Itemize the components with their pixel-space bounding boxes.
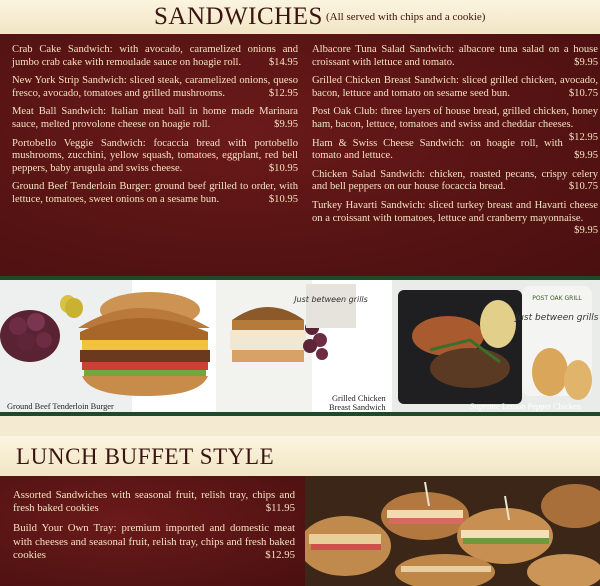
- menu-item-price: $9.95: [574, 150, 598, 162]
- sandwich-column-left: [12, 44, 298, 213]
- buffet-item-price: $12.95: [265, 548, 295, 561]
- menu-item-price: $10.75: [568, 87, 598, 99]
- menu-item-price: $9.95: [274, 118, 298, 130]
- menu-item: [312, 44, 598, 69]
- caption-burger: Ground Beef Tenderloin Burger: [7, 402, 114, 411]
- buffet-items: [13, 489, 295, 569]
- menu-item: [12, 138, 298, 176]
- chip-brand-text: POST OAK GRILL: [532, 295, 582, 302]
- menu-item-price: $14.95: [268, 56, 298, 68]
- sandwiches-header: [0, 0, 600, 34]
- menu-item-price: $10.75: [568, 181, 598, 193]
- buffet-item-text: Build Your Own Tray: premium imported and domestic meat with cheeses and seasonal fruit, relish tray, chips and fresh baked cookies: [13, 522, 295, 561]
- sandwiches-title: SANDWICHES: [154, 3, 323, 30]
- menu-item: [312, 199, 598, 237]
- caption-chicken-line1: Grilled Chicken: [332, 394, 386, 403]
- menu-item-price: $9.95: [574, 56, 598, 68]
- menu-item: [312, 75, 598, 100]
- menu-item-text: Chicken Salad Sandwich: chicken, roasted pecans, crispy celery and bell peppers on our house focaccia bread.: [312, 168, 598, 193]
- food-photos-illustration: [0, 280, 600, 412]
- menu-item-text: New York Strip Sandwich: sliced steak, caramelized onions, queso fresco, avocado, tomatoes and grilled mushrooms.: [12, 75, 298, 99]
- menu-item-text: Meat Ball Sandwich: Italian meat ball in home made Marinara sauce, melted provolone cheese on hoagie roll.: [12, 106, 298, 130]
- menu-item: [312, 138, 598, 163]
- menu-item-text: Portobello Veggie Sandwich: focaccia bread with portobello mushrooms, zucchini, yellow squash, tomatoes, eggplant, red bell peppers, baby arugula and swiss cheese.: [12, 137, 298, 174]
- buffet-title: LUNCH BUFFET STYLE: [16, 444, 275, 469]
- sandwich-menu-panel: [0, 34, 600, 278]
- menu-item-price: $9.95: [574, 225, 598, 237]
- menu-item-text: Grilled Chicken Breast Sandwich: sliced grilled chicken, avocado, bacon, lettuce and tomato on sesame seed bun.: [312, 75, 598, 99]
- menu-item-text: Albacore Tuna Salad Sandwich: albacore tuna salad on a house croissant with lettuce and tomato.: [312, 44, 598, 68]
- menu-item-text: Turkey Havarti Sandwich: sliced turkey breast and Havarti cheese on a croissant with tomatoes, lettuce and cranberry mayonnaise.: [312, 199, 598, 224]
- buffet-menu-panel: [0, 476, 305, 586]
- buffet-header: [0, 436, 600, 476]
- menu-item-text: Post Oak Club: three layers of house bread, grilled chicken, honey ham, bacon, lettuce, tomatoes and swiss and cheddar cheeses.: [312, 106, 598, 130]
- sandwich-tray-photo: [305, 476, 600, 586]
- food-photo-strip: [0, 280, 600, 412]
- buffet-item-price: $11.95: [265, 502, 295, 515]
- caption-chicken-line2: Breast Sandwich: [329, 403, 386, 412]
- menu-item: [12, 44, 298, 69]
- menu-item-price: $10.95: [268, 193, 298, 205]
- menu-item: [312, 169, 598, 194]
- caption-lemon-pepper: Supreme Lemon Pepper Chicken: [470, 402, 581, 411]
- menu-item-text: Crab Cake Sandwich: with avocado, caramelized onions and jumbo crab cake with remoulade sauce on hoagie roll.: [12, 44, 298, 68]
- menu-item-price: $10.95: [268, 162, 298, 174]
- buffet-item-text: Assorted Sandwiches with seasonal fruit, relish tray, chips and fresh baked cookies: [13, 489, 295, 515]
- menu-item-text: Ham & Swiss Cheese Sandwich: on hoagie roll, with tomato and lettuce.: [312, 137, 563, 162]
- chip-bag-text: Just between grills: [515, 313, 599, 323]
- burger-photo: [0, 280, 210, 412]
- menu-item-text: Ground Beef Tenderloin Burger: ground beef grilled to order, with lettuce, tomatoes, sweet onions on a sesame bun.: [12, 181, 298, 205]
- green-divider: [0, 412, 600, 416]
- sandwich-tray-illustration: [305, 476, 600, 586]
- menu-item: [12, 106, 298, 131]
- lemon-pepper-chicken-photo: [392, 280, 600, 412]
- sandwiches-subtitle: (All served with chips and a cookie): [326, 11, 486, 23]
- sandwich-column-right: [312, 44, 598, 238]
- menu-item: [12, 181, 298, 206]
- buffet-item: [13, 489, 295, 515]
- chip-bag-text: Just between grills: [294, 295, 368, 304]
- buffet-item: [13, 522, 295, 562]
- menu-item-price: $12.95: [268, 87, 298, 99]
- menu-item-price: $12.95: [568, 131, 598, 143]
- menu-item: [312, 106, 598, 143]
- menu-item: [12, 75, 298, 100]
